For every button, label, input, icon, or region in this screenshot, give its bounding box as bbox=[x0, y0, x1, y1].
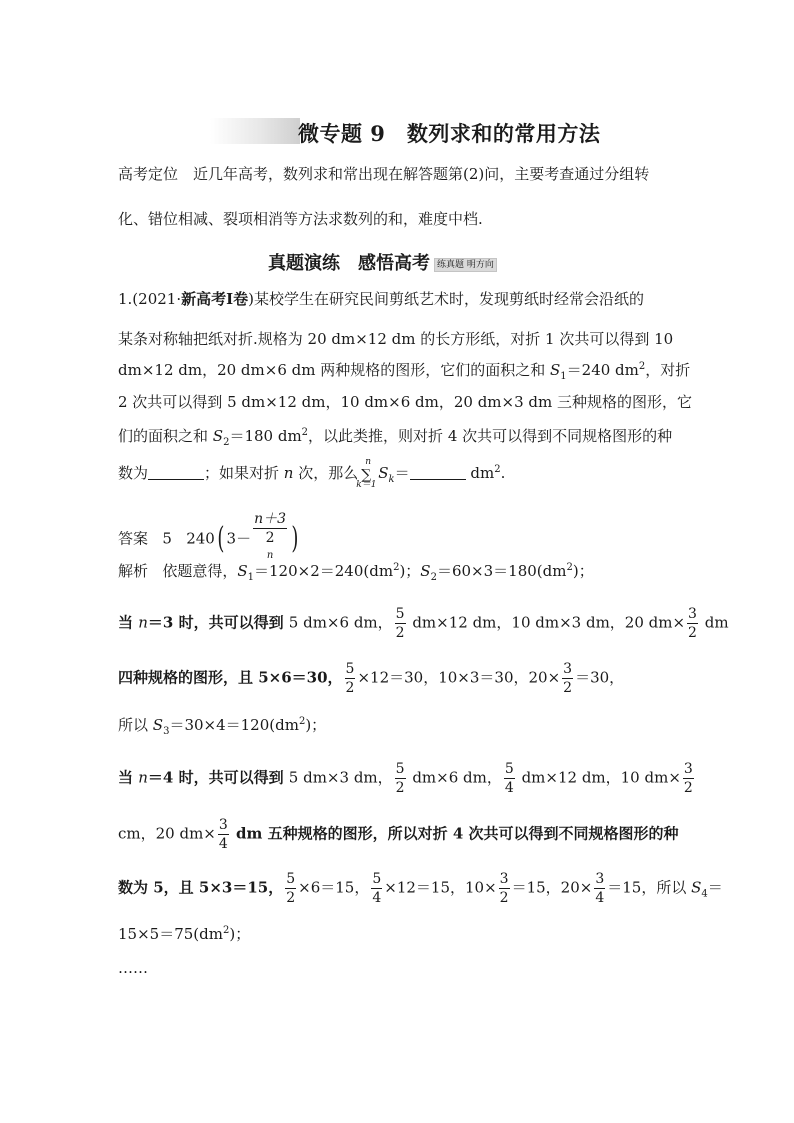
n4l2-text-b: dm 五种规格的图形，所以对折 4 次共可以得到不同规格图形的种 bbox=[230, 824, 679, 843]
sum-lower: k＝1 bbox=[356, 480, 377, 490]
frac-num: n＋3 bbox=[254, 511, 287, 527]
sym-S4: S bbox=[691, 878, 702, 897]
problem-line-1 bbox=[118, 289, 678, 309]
section-title bbox=[268, 249, 497, 275]
frac-3-4b: $\frac{3}{4}$ bbox=[595, 871, 605, 906]
problem-text-3b: ＝240 dm bbox=[566, 361, 639, 379]
analysis-text-1e: )； bbox=[572, 562, 594, 580]
problem-text-3a: dm×12 dm，20 dm×6 dm 两种规格的图形，它们的面积之和 bbox=[118, 361, 550, 379]
problem-text-6b: ；如果对折 bbox=[204, 464, 284, 482]
frac-5-2b: $\frac{5}{2}$ bbox=[345, 661, 355, 696]
analysis-n4-line bbox=[118, 760, 693, 797]
section-title-text: 真题演练 感悟高考 bbox=[268, 253, 430, 274]
n3l2-text-a: 四种规格的图形，且 5×6＝30， bbox=[118, 668, 343, 687]
analysis-n4-line-3 bbox=[118, 870, 723, 907]
sup-2d: 2 bbox=[393, 562, 400, 573]
intro-line-2: 化、错位相减、裂项相消等方法求数列的和，难度中档. bbox=[118, 210, 483, 228]
n4-text-c: 5 dm×3 dm， bbox=[288, 768, 393, 787]
s4-text-b: )； bbox=[229, 925, 251, 943]
n3-text-a: 当 bbox=[118, 613, 139, 632]
problem-prefix: 1.(2021· bbox=[118, 290, 182, 308]
n3l2-text-c: ＝30， bbox=[575, 668, 625, 687]
analysis-label: 解析 bbox=[118, 562, 149, 580]
page-title: 微专题 9 数列求和的常用方法 bbox=[298, 121, 601, 146]
problem-text-5c: ，以此类推，则对折 4 次共可以得到不同规格图形的种 bbox=[308, 427, 673, 445]
problem-line-2: 某条对称轴把纸对折.规格为 20 dm×12 dm 的长方形纸，对折 1 次共可以得到 10 bbox=[118, 330, 674, 348]
sym-n-2: n bbox=[138, 613, 148, 632]
answer-value-2b: 3－ bbox=[226, 529, 252, 548]
analysis-s4-line bbox=[118, 921, 678, 944]
sub-2: 2 bbox=[223, 437, 230, 448]
sym-S2b: S bbox=[420, 562, 431, 580]
frac-den: 2 $^n$ bbox=[265, 530, 275, 561]
frac-5-2d: $\frac{5}{2}$ bbox=[286, 871, 296, 906]
analysis-text-1c: )； bbox=[399, 562, 421, 580]
problem-text-6d: ＝ bbox=[394, 464, 410, 482]
problem-line-3 bbox=[118, 357, 691, 387]
answer-blank-1 bbox=[148, 465, 204, 480]
sub-2b: 2 bbox=[430, 572, 437, 583]
n4l3-text-f: ＝ bbox=[707, 878, 723, 897]
intro-line-1: 高考定位 近几年高考，数列求和常出现在解答题第(2)问，主要考查通过分组转 bbox=[118, 165, 650, 183]
ellipsis: …… bbox=[118, 959, 148, 977]
title-decoration bbox=[210, 118, 300, 144]
n4-text-e: dm×12 dm，10 dm× bbox=[516, 768, 681, 787]
sup-2: 2 bbox=[638, 361, 646, 372]
n4l3-text-e: ＝15，所以 bbox=[607, 878, 692, 897]
frac-5-2c: $\frac{5}{2}$ bbox=[395, 761, 405, 796]
sub-4: 4 bbox=[701, 888, 708, 900]
n3-text-b: ＝3 时，共可以得到 bbox=[147, 613, 289, 632]
answer-label: 答案 bbox=[118, 529, 149, 548]
frac-3-2c: $\frac{3}{2}$ bbox=[683, 761, 693, 796]
left-paren: ( bbox=[217, 521, 225, 557]
n4-text-b: ＝4 时，共可以得到 bbox=[147, 768, 289, 787]
s3-text-a: 所以 bbox=[118, 716, 153, 734]
sum-upper: n bbox=[365, 457, 372, 467]
sym-S1: S bbox=[550, 361, 561, 379]
sup-2c: 2 bbox=[494, 464, 501, 475]
problem-text-3c: ，对折 bbox=[645, 361, 691, 379]
analysis-n3-line bbox=[118, 605, 729, 642]
n4-text-d: dm×6 dm， bbox=[407, 768, 502, 787]
sym-n-3: n bbox=[138, 768, 148, 787]
sym-S3: S bbox=[152, 716, 164, 734]
n3-text-e: dm bbox=[699, 613, 729, 632]
n3-text-c: 5 dm×6 dm， bbox=[288, 613, 393, 632]
frac-5-4: $\frac{5}{4}$ bbox=[504, 761, 514, 796]
problem-source: 新高考Ⅰ卷 bbox=[181, 290, 249, 308]
analysis-text-1d: ＝60×3＝180(dm bbox=[436, 562, 567, 580]
n4l3-text-c: ×12＝15，10× bbox=[384, 878, 497, 897]
sym-S1b: S bbox=[237, 562, 248, 580]
problem-text-6e: dm bbox=[465, 464, 495, 482]
sub-1: 1 bbox=[560, 371, 567, 382]
problem-text-6a: 数为 bbox=[118, 464, 149, 482]
sub-1b: 1 bbox=[247, 572, 254, 583]
problem-text-1: )某校学生在研究民间剪纸艺术时，发现剪纸时经常会沿纸的 bbox=[248, 290, 644, 308]
sym-n: n bbox=[283, 464, 294, 482]
sup-2b: 2 bbox=[301, 427, 309, 438]
analysis-n4-line-2 bbox=[118, 816, 678, 853]
n3l2-text-b: ×12＝30，10×3＝30，20× bbox=[357, 668, 561, 687]
analysis-text-1b: ＝120×2＝240(dm bbox=[254, 562, 394, 580]
analysis-s3-line bbox=[118, 712, 678, 742]
s3-text-c: )； bbox=[305, 716, 327, 734]
summation bbox=[356, 457, 378, 490]
frac-3-2b: $\frac{3}{2}$ bbox=[563, 661, 573, 696]
sym-S2: S bbox=[212, 427, 224, 445]
section-tag: 练真题 明方向 bbox=[434, 258, 497, 272]
n4l3-text-d: ＝15，20× bbox=[511, 878, 593, 897]
sym-Sk: S bbox=[378, 464, 389, 482]
n4l2-text-a: cm，20 dm× bbox=[118, 824, 216, 843]
problem-line-6: 数为 ；如果对折 n 次，那么 n ∑ k＝1 $S_k= dm^2$. bbox=[118, 460, 678, 490]
problem-text-6c: 次，那么 bbox=[293, 464, 359, 482]
right-paren: ) bbox=[291, 521, 299, 557]
sup-2f: 2 bbox=[298, 716, 306, 727]
analysis-line-1 bbox=[118, 558, 678, 588]
s3-text-b: ＝30×4＝120(dm bbox=[169, 716, 299, 734]
frac-5-4b: $\frac{5}{4}$ bbox=[372, 871, 382, 906]
frac-3-4: $\frac{3}{4}$ bbox=[218, 817, 228, 852]
frac-3-2: $\frac{3}{2}$ bbox=[688, 606, 697, 641]
sup-2g: 2 bbox=[222, 925, 230, 936]
sigma-icon: ∑ bbox=[361, 467, 372, 483]
answer-blank-2 bbox=[410, 465, 466, 480]
n4-text-a: 当 bbox=[118, 768, 139, 787]
answer-value-2: 240 bbox=[186, 529, 215, 548]
problem-text-5a: 们的面积之和 bbox=[118, 427, 213, 445]
sup-2e: 2 bbox=[566, 562, 573, 573]
problem-text-5b: ＝180 dm bbox=[229, 427, 302, 445]
problem-line-4: 2 次共可以得到 5 dm×12 dm，10 dm×6 dm，20 dm×3 dm 三种规格的图形，它 bbox=[118, 393, 693, 411]
problem-line-5 bbox=[118, 423, 678, 453]
n4l3-text-a: 数为 5，且 5×3＝15， bbox=[118, 878, 284, 897]
n4l3-text-b: ×6＝15， bbox=[298, 878, 370, 897]
analysis-text-1a: 依题意得， bbox=[162, 562, 238, 580]
sub-k: k bbox=[388, 474, 395, 485]
s4-text-a: 15×5＝75(dm bbox=[118, 925, 223, 943]
frac-3-2d: $\frac{3}{2}$ bbox=[499, 871, 509, 906]
analysis-n3-line-2 bbox=[118, 660, 678, 697]
n3-text-d: dm×12 dm，10 dm×3 dm，20 dm× bbox=[407, 613, 686, 632]
answer-value-1: 5 bbox=[162, 529, 172, 548]
frac-5-2: $\frac{5}{2}$ bbox=[395, 606, 405, 641]
sub-3: 3 bbox=[163, 726, 170, 737]
